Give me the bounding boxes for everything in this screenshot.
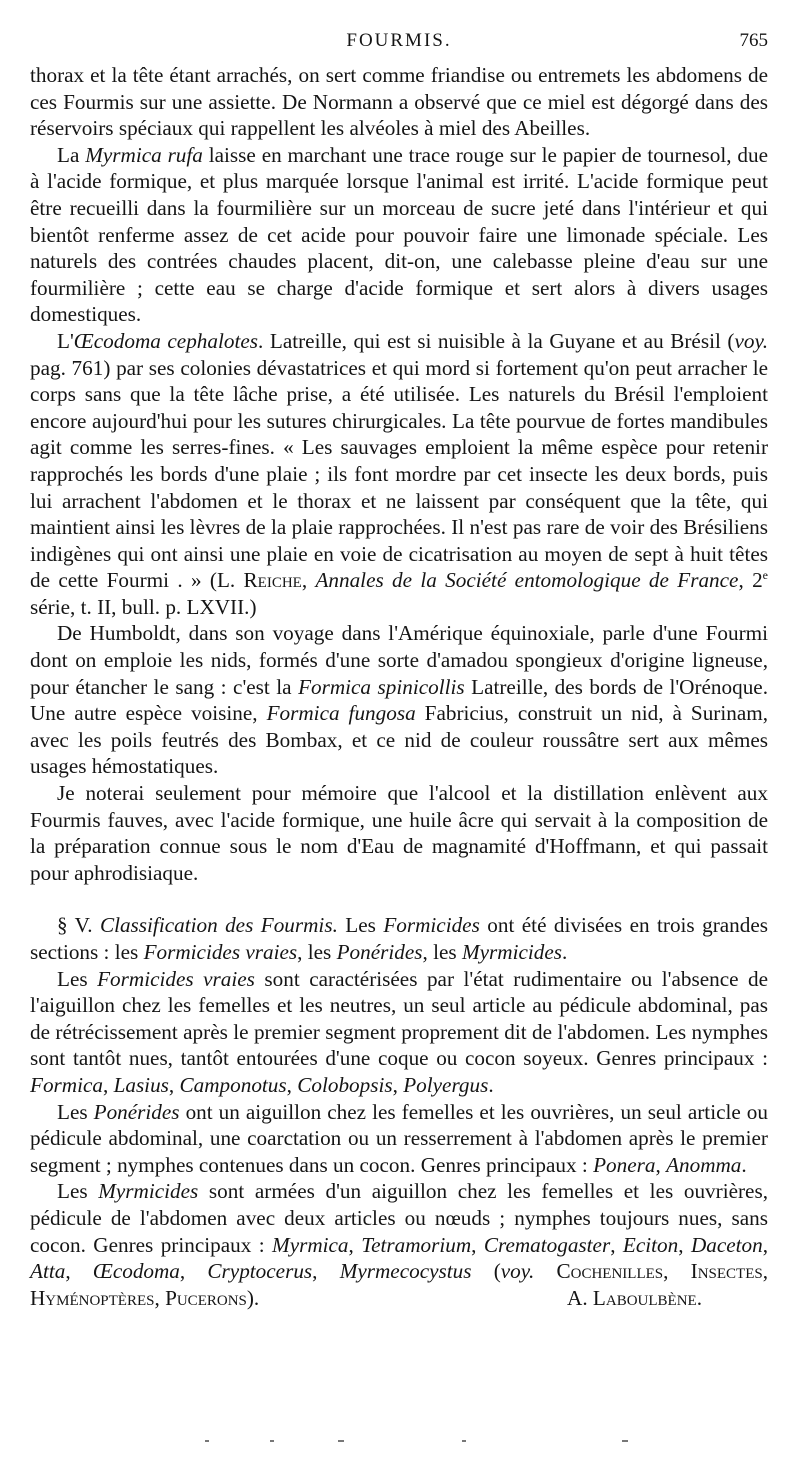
page-header [30, 30, 768, 58]
paragraph-5-text: Je noterai seulement pour mémoire que l'alcool et la distillation enlèvent aux Fourmis fauves, avec l'acide formique, une huile âcre qui servait à la composition de la préparation connue sous le nom d'Eau de magnamité d'Hoffmann, et qui passait pour aphrodisiaque. [30, 781, 768, 885]
paragraph-7: Les Formicides vraies sont caractérisées par l'état rudimentaire ou l'absence de l'aiguillon chez les femelles et les neutres, un seul article au pédicule abdominal, pas de rétrécissement après le premier segment proprement dit de l'abdomen. Les nymphes sont tantôt nues, tantôt entourées d'une coque ou cocon soyeux. Genres principaux : Formica, Lasius, Camponotus, Colobopsis, Polyergus. [30, 966, 769, 1097]
species-name: Formica spinicollis [298, 674, 465, 699]
scan-speck [622, 1440, 628, 1442]
paragraph-5 [30, 780, 768, 886]
scan-speck [338, 1440, 344, 1442]
paragraph-8: Les Ponérides ont un aiguillon chez les femelles et les ouvrières, un seul article ou pédicule abdominal, une coarctation ou un resserrement à l'abdomen après le premier segment ; nymphes contenues dans un cocon. Genres principaux : Ponera, Anomma. [30, 1099, 768, 1177]
section-title: Classification des Fourmis. [99, 913, 338, 938]
section-heading-paragraph: § V. Classification des Fourmis. Les Formicides ont été divisées en trois grandes sections : les Formicides vraies, les Ponérides, les Myrmicides. [30, 913, 768, 964]
body-text [30, 62, 768, 1311]
author-signature: A. Laboulbène. [567, 1285, 702, 1310]
scan-speck [270, 1440, 274, 1442]
species-name: Myrmica rufa [85, 142, 203, 167]
scan-speck [205, 1440, 209, 1442]
running-title: FOURMIS. [346, 30, 452, 51]
section-mark: § V. [57, 913, 100, 938]
scan-speck [462, 1440, 466, 1442]
cross-references: Cochenilles, Insectes, Hyménoptères, Pucerons [30, 1259, 768, 1310]
paragraph-3: L'Œcodoma cephalotes. Latreille, qui est si nuisible à la Guyane et au Brésil (voy. pag. 761) par ses colonies dévastatrices et qui mord si fortement qu'on peut arracher le corps sans que la tête lâche prise, a été utilisée. Les naturels du Brésil l'emploient encore aujourd'hui pour les sutures chirurgicales. La tête pourvue de fortes mandibules agit comme les serres-fines. « Les sauvages emploient la même espèce pour retenir rapprochés les bords d'une plaie ; ils font mordre par cet insecte les deux bords, puis lui arrachent l'abdomen et le thorax et ne laissent par conséquent que la tête, qui maintient ainsi les lèvres de la plaie rapprochées. Il n'est pas rare de voir des Brésiliens indigènes qui ont ainsi une plaie en voie de cicatrisation au moyen de sept à huit têtes de cette Fourmi . » (L. Reiche, Annales de la Société entomologique de France, 2e série, t. II, bull. p. LXVII.) [30, 328, 768, 619]
paragraph-9: Les Myrmicides sont armées d'un aiguillon chez les femelles et les ouvrières, pédicule de l'abdomen avec deux articles ou nœuds ; nymphes toujours nues, sans cocon. Genres principaux : Myrmica, Tetramorium, Crematogaster, Eciton, Daceton, Atta, Œcodoma, Cryptocerus, Myrmecocystus (voy. Cochenilles, Insectes, Hyménoptères, Pucerons). A. Laboulbène. [30, 1179, 769, 1310]
page-number: 765 [739, 30, 768, 51]
journal-title: Annales de la Société entomologique de France [315, 568, 739, 593]
species-name: Formica fungosa [266, 701, 416, 726]
species-name: Œcodoma cephalotes [73, 328, 259, 353]
author-name: Reiche [243, 568, 302, 593]
paragraph-2: La Myrmica rufa laisse en marchant une trace rouge sur le papier de tournesol, due à l'acide formique, et plus marquée lorsque l'animal est irrité. L'acide formique peut être recueilli dans la fourmilière sur un morceau de sucre jeté dans l'intérieur et qui bientôt renferme assez de cet acide pour pouvoir faire une limonade spéciale. Les naturels des contrées chaudes placent, dit-on, une calebasse pleine d'eau sur une fourmilière ; cette eau se charge d'acide formique et sert alors à divers usages domestiques. [30, 142, 768, 327]
paragraph-1-text: thorax et la tête étant arrachés, on sert comme friandise ou entremets les abdomens de ces Fourmis sur une assiette. De Normann a observé que ce miel est dégorgé dans des réservoirs spéciaux qui rappellent les alvéoles à miel des Abeilles. [30, 63, 768, 141]
paragraph-1 [30, 62, 768, 142]
scan-artifacts [0, 1436, 800, 1448]
paragraph-4: De Humboldt, dans son voyage dans l'Amérique équinoxiale, parle d'une Fourmi dont on emploie les nids, formés d'une sorte d'amadou spongieux d'origine ligneuse, pour étancher le sang : c'est la Formica spinicollis Latreille, des bords de l'Orénoque. Une autre espèce voisine, Formica fungosa Fabricius, construit un nid, à Surinam, avec les poils feutrés des Bombax, et ce nid de couleur roussâtre sert aux mêmes usages hémostatiques. [30, 621, 768, 779]
